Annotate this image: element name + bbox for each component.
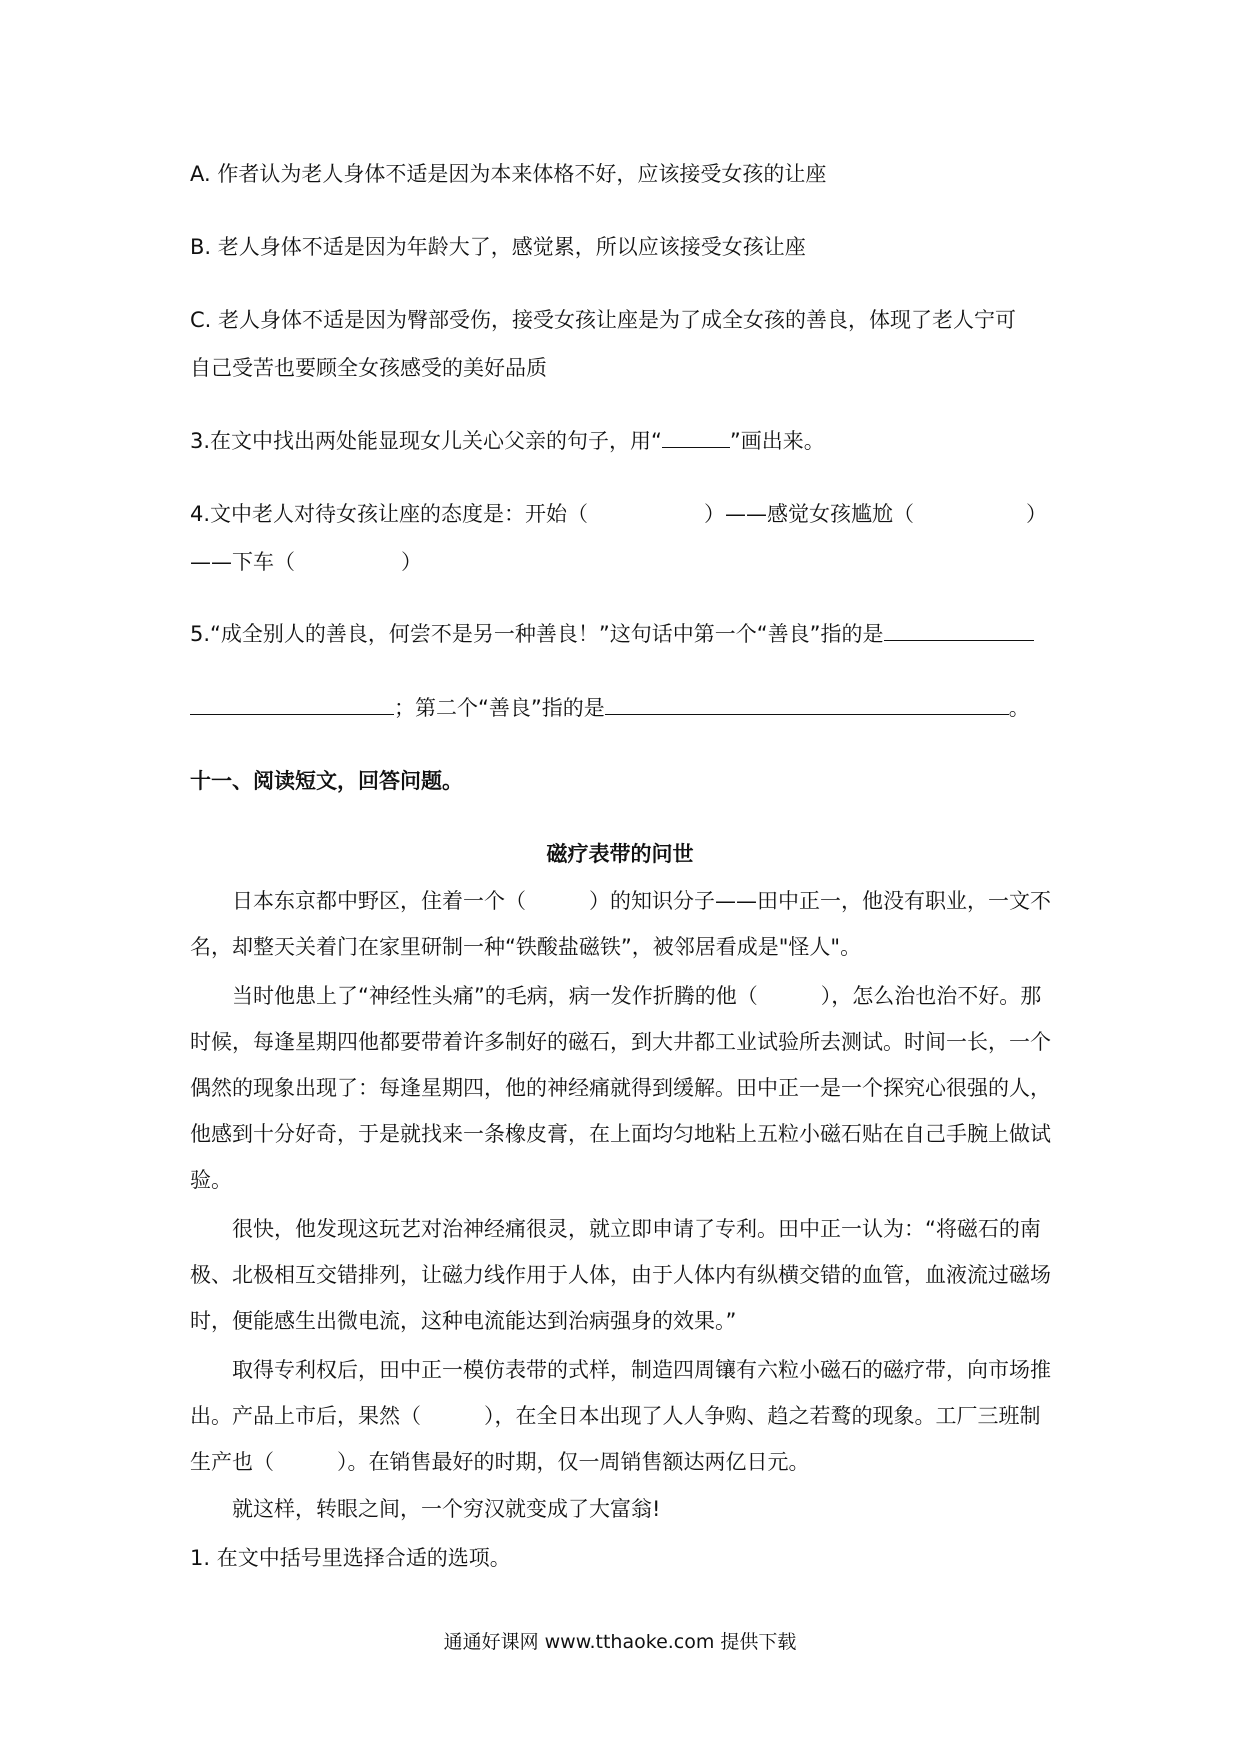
option-a: A. 作者认为老人身体不适是因为本来体格不好，应该接受女孩的让座	[190, 162, 827, 186]
passage-title: 磁疗表带的问世	[546, 842, 694, 866]
passage-paragraph-2: 当时他患上了“神经性头痛”的毛病，病一发作折腾的他（ ），怎么治也治不好。那时候，每逢星期四他都要带着许多制好的磁石，到大井都工业试验所去测试。时间一长，一个偶然的现象出现了：每逢星期四，他的神经痛就得到缓解。田中正一是一个探究心很强的人，他感到十分好奇，于是就找来一条橡皮膏，在上面均匀地粘上五粒小磁石贴在自己手腕上做试验。	[190, 984, 1051, 1192]
question-4-part3: ）	[1026, 502, 1048, 526]
passage-paragraph-4: 取得专利权后，田中正一模仿表带的式样，制造四周镶有六粒小磁石的磁疗带，向市场推出。产品上市后，果然（ ），在全日本出现了人人争购、趋之若鹜的现象。工厂三班制生产也（ ）。在销售最好的时期，仅一周销售额达两亿日元。	[190, 1358, 1051, 1474]
question-3-prefix: 3.在文中找出两处能显现女儿关心父亲的句子，用“	[190, 429, 662, 453]
answer-blank[interactable]	[190, 694, 394, 715]
question-5-end: 。	[1008, 696, 1030, 720]
answer-blank[interactable]	[605, 694, 1009, 715]
question-4-line2	[190, 548, 422, 576]
question-5-mid: ；第二个“善良”指的是	[394, 696, 605, 720]
question-4-part4: ——下车（	[190, 550, 295, 574]
passage-paragraph-1: 日本东京都中野区，住着一个（ ）的知识分子——田中正一，他没有职业，一文不名，却整天关着门在家里研制一种“铁酸盐磁铁”，被邻居看成是"怪人"。	[190, 889, 1051, 959]
option-c-line2: 自己受苦也要顾全女孩感受的美好品质	[190, 356, 547, 380]
question-5-line1	[190, 620, 1034, 648]
option-b: B. 老人身体不适是因为年龄大了，感觉累，所以应该接受女孩让座	[190, 235, 806, 259]
question-after-passage: 1. 在文中括号里选择合适的选项。	[190, 1546, 511, 1570]
question-5-line2	[190, 694, 1030, 722]
question-4-part5: ）	[401, 550, 422, 574]
question-4-part2: ）——感觉女孩尴尬（	[704, 502, 915, 526]
question-5-text: 5.“成全别人的善良，何尝不是另一种善良！”这句话中第一个“善良”指的是	[190, 622, 884, 646]
question-4-part1: 4.文中老人对待女孩让座的态度是：开始（	[190, 502, 589, 526]
page-footer: 通通好课网 www.tthaoke.com 提供下载	[443, 1631, 797, 1653]
question-3-suffix: ”画出来。	[729, 429, 825, 453]
question-4-line1	[190, 500, 1047, 528]
answer-blank[interactable]	[884, 620, 1034, 641]
answer-blank[interactable]	[662, 427, 730, 448]
question-3	[190, 427, 825, 455]
section-heading: 十一、阅读短文，回答问题。	[190, 769, 463, 793]
passage-paragraph-3: 很快，他发现这玩艺对治神经痛很灵，就立即申请了专利。田中正一认为：“将磁石的南极、北极相互交错排列，让磁力线作用于人体，由于人体内有纵横交错的血管，血液流过磁场时，便能感生出微电流，这种电流能达到治病强身的效果。”	[190, 1217, 1051, 1333]
option-c-line1: C. 老人身体不适是因为臀部受伤，接受女孩让座是为了成全女孩的善良，体现了老人宁可	[190, 308, 1017, 332]
passage-paragraph-5: 就这样，转眼之间，一个穷汉就变成了大富翁!	[232, 1497, 661, 1521]
